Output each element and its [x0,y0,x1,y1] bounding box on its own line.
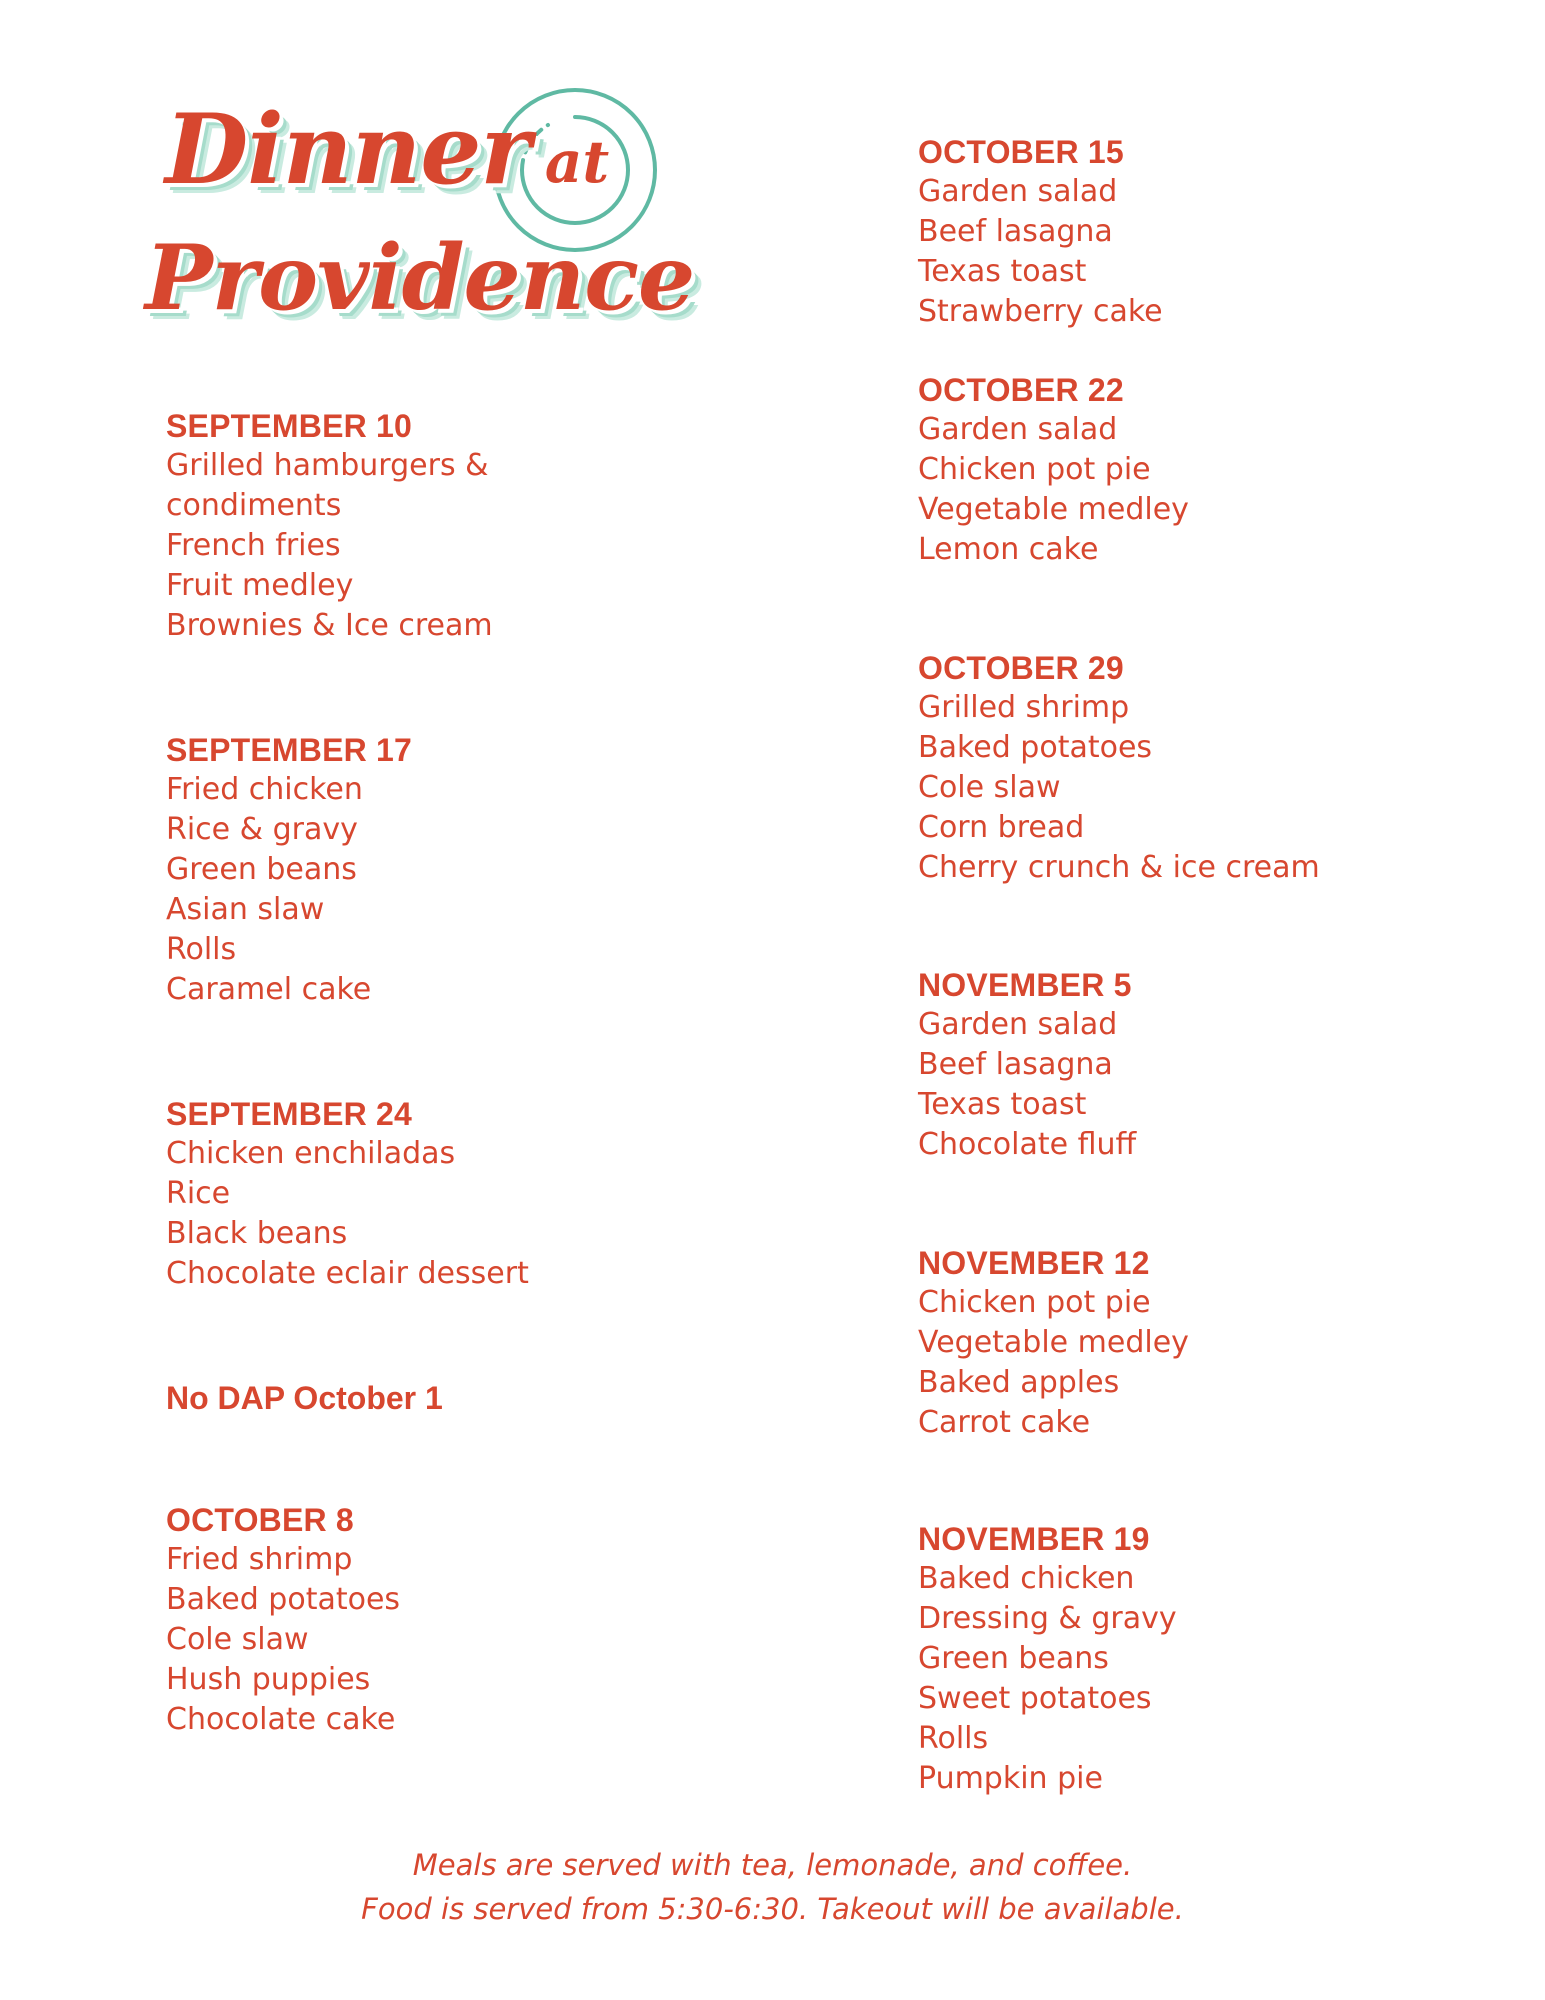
menu-item: Beef lasagna [918,214,1113,249]
menu-item: Baked chicken [918,1561,1135,1596]
menu-item: Chocolate eclair dessert [166,1256,529,1291]
menu-item: Brownies & Ice cream [166,608,493,643]
menu-item: Green beans [918,1641,1109,1676]
menu-item: Texas toast [918,254,1087,289]
menu-date: SEPTEMBER 10 [166,408,413,444]
menu-item: Corn bread [918,810,1085,845]
menu-item: Grilled hamburgers & [166,448,489,483]
menu-week-sep-24 [166,1094,726,1294]
menu-item: Chocolate fluff [918,1127,1137,1162]
menu-item: Rice & gravy [166,812,358,847]
menu-item: French fries [166,528,341,563]
menu-date: OCTOBER 22 [918,372,1124,408]
menu-item-list [166,770,726,1010]
menu-item: Garden salad [918,412,1118,447]
menu-item: Dressing & gravy [918,1601,1177,1636]
menu-date: SEPTEMBER 17 [166,732,413,768]
menu-item: Chicken pot pie [918,452,1151,487]
menu-item: Strawberry cake [918,294,1163,329]
logo-line-providence: Providence [145,225,695,331]
menu-item-list [918,688,1478,888]
menu-item: Carrot cake [918,1405,1091,1440]
menu-item: Fried chicken [166,772,363,807]
menu-item: Fruit medley [166,568,354,603]
menu-item: Baked apples [918,1365,1120,1400]
menu-item: Rolls [166,932,237,967]
menu-item: Garden salad [918,1007,1118,1042]
menu-item: Chicken enchiladas [166,1136,456,1171]
no-dinner-notice: No DAP October 1 [166,1380,443,1416]
menu-item: Pumpkin pie [918,1761,1103,1796]
footer-note [0,1843,1545,1931]
menu-item: Rolls [918,1721,989,1756]
menu-week-oct-15 [918,132,1478,332]
menu-item-list [166,1540,726,1740]
menu-item: Baked potatoes [918,730,1153,765]
footer-line-beverages: Meals are served with tea, lemonade, and coffee. [412,1848,1133,1882]
logo-at: at [544,128,610,196]
menu-week-nov-12 [918,1243,1478,1443]
menu-item-list [918,1559,1478,1799]
menu-date: NOVEMBER 5 [918,967,1132,1003]
menu-week-nov-19 [918,1519,1478,1799]
menu-date: NOVEMBER 12 [918,1245,1150,1281]
menu-item: Texas toast [918,1087,1087,1122]
menu-item: Chicken pot pie [918,1285,1151,1320]
menu-item: Lemon cake [918,532,1099,567]
menu-item: Beef lasagna [918,1047,1113,1082]
menu-item: Green beans [166,852,357,887]
menu-item: Sweet potatoes [918,1681,1152,1716]
menu-item: Fried shrimp [166,1542,353,1577]
menu-week-nov-5 [918,965,1478,1165]
menu-item-list [918,1005,1478,1165]
menu-week-oct-29 [918,648,1478,888]
menu-item: condiments [166,488,342,523]
menu-item: Garden salad [918,174,1118,209]
menu-week-sep-17 [166,730,726,1010]
menu-item: Asian slaw [166,892,325,927]
menu-item: Grilled shrimp [918,690,1130,725]
menu-date: OCTOBER 29 [918,650,1124,686]
menu-item: Cole slaw [918,770,1061,805]
menu-item: Baked potatoes [166,1582,401,1617]
menu-date: OCTOBER 8 [166,1502,354,1538]
menu-week-oct-22 [918,370,1478,570]
menu-item: Vegetable medley [918,492,1189,527]
dinner-at-providence-logo [145,75,705,345]
menu-item: Cole slaw [166,1622,309,1657]
menu-item-list [918,172,1478,332]
menu-item: Black beans [166,1216,348,1251]
menu-week-sep-10 [166,406,726,646]
menu-item-list [166,446,726,646]
menu-item-list [166,1134,726,1294]
logo-line-dinner: Dinner [165,93,530,206]
menu-date: OCTOBER 15 [918,134,1124,170]
menu-item: Rice [166,1176,231,1211]
menu-date: SEPTEMBER 24 [166,1096,413,1132]
menu-week-oct-8 [166,1500,726,1740]
menu-item-list [918,410,1478,570]
menu-item: Hush puppies [166,1662,371,1697]
menu-item: Chocolate cake [166,1702,396,1737]
menu-date: NOVEMBER 19 [918,1521,1150,1557]
menu-item: Cherry crunch & ice cream [918,850,1320,885]
footer-line-hours: Food is served from 5:30-6:30. Takeout will be available. [361,1892,1184,1926]
menu-item: Vegetable medley [918,1325,1189,1360]
menu-item: Caramel cake [166,972,372,1007]
menu-item-list [918,1283,1478,1443]
